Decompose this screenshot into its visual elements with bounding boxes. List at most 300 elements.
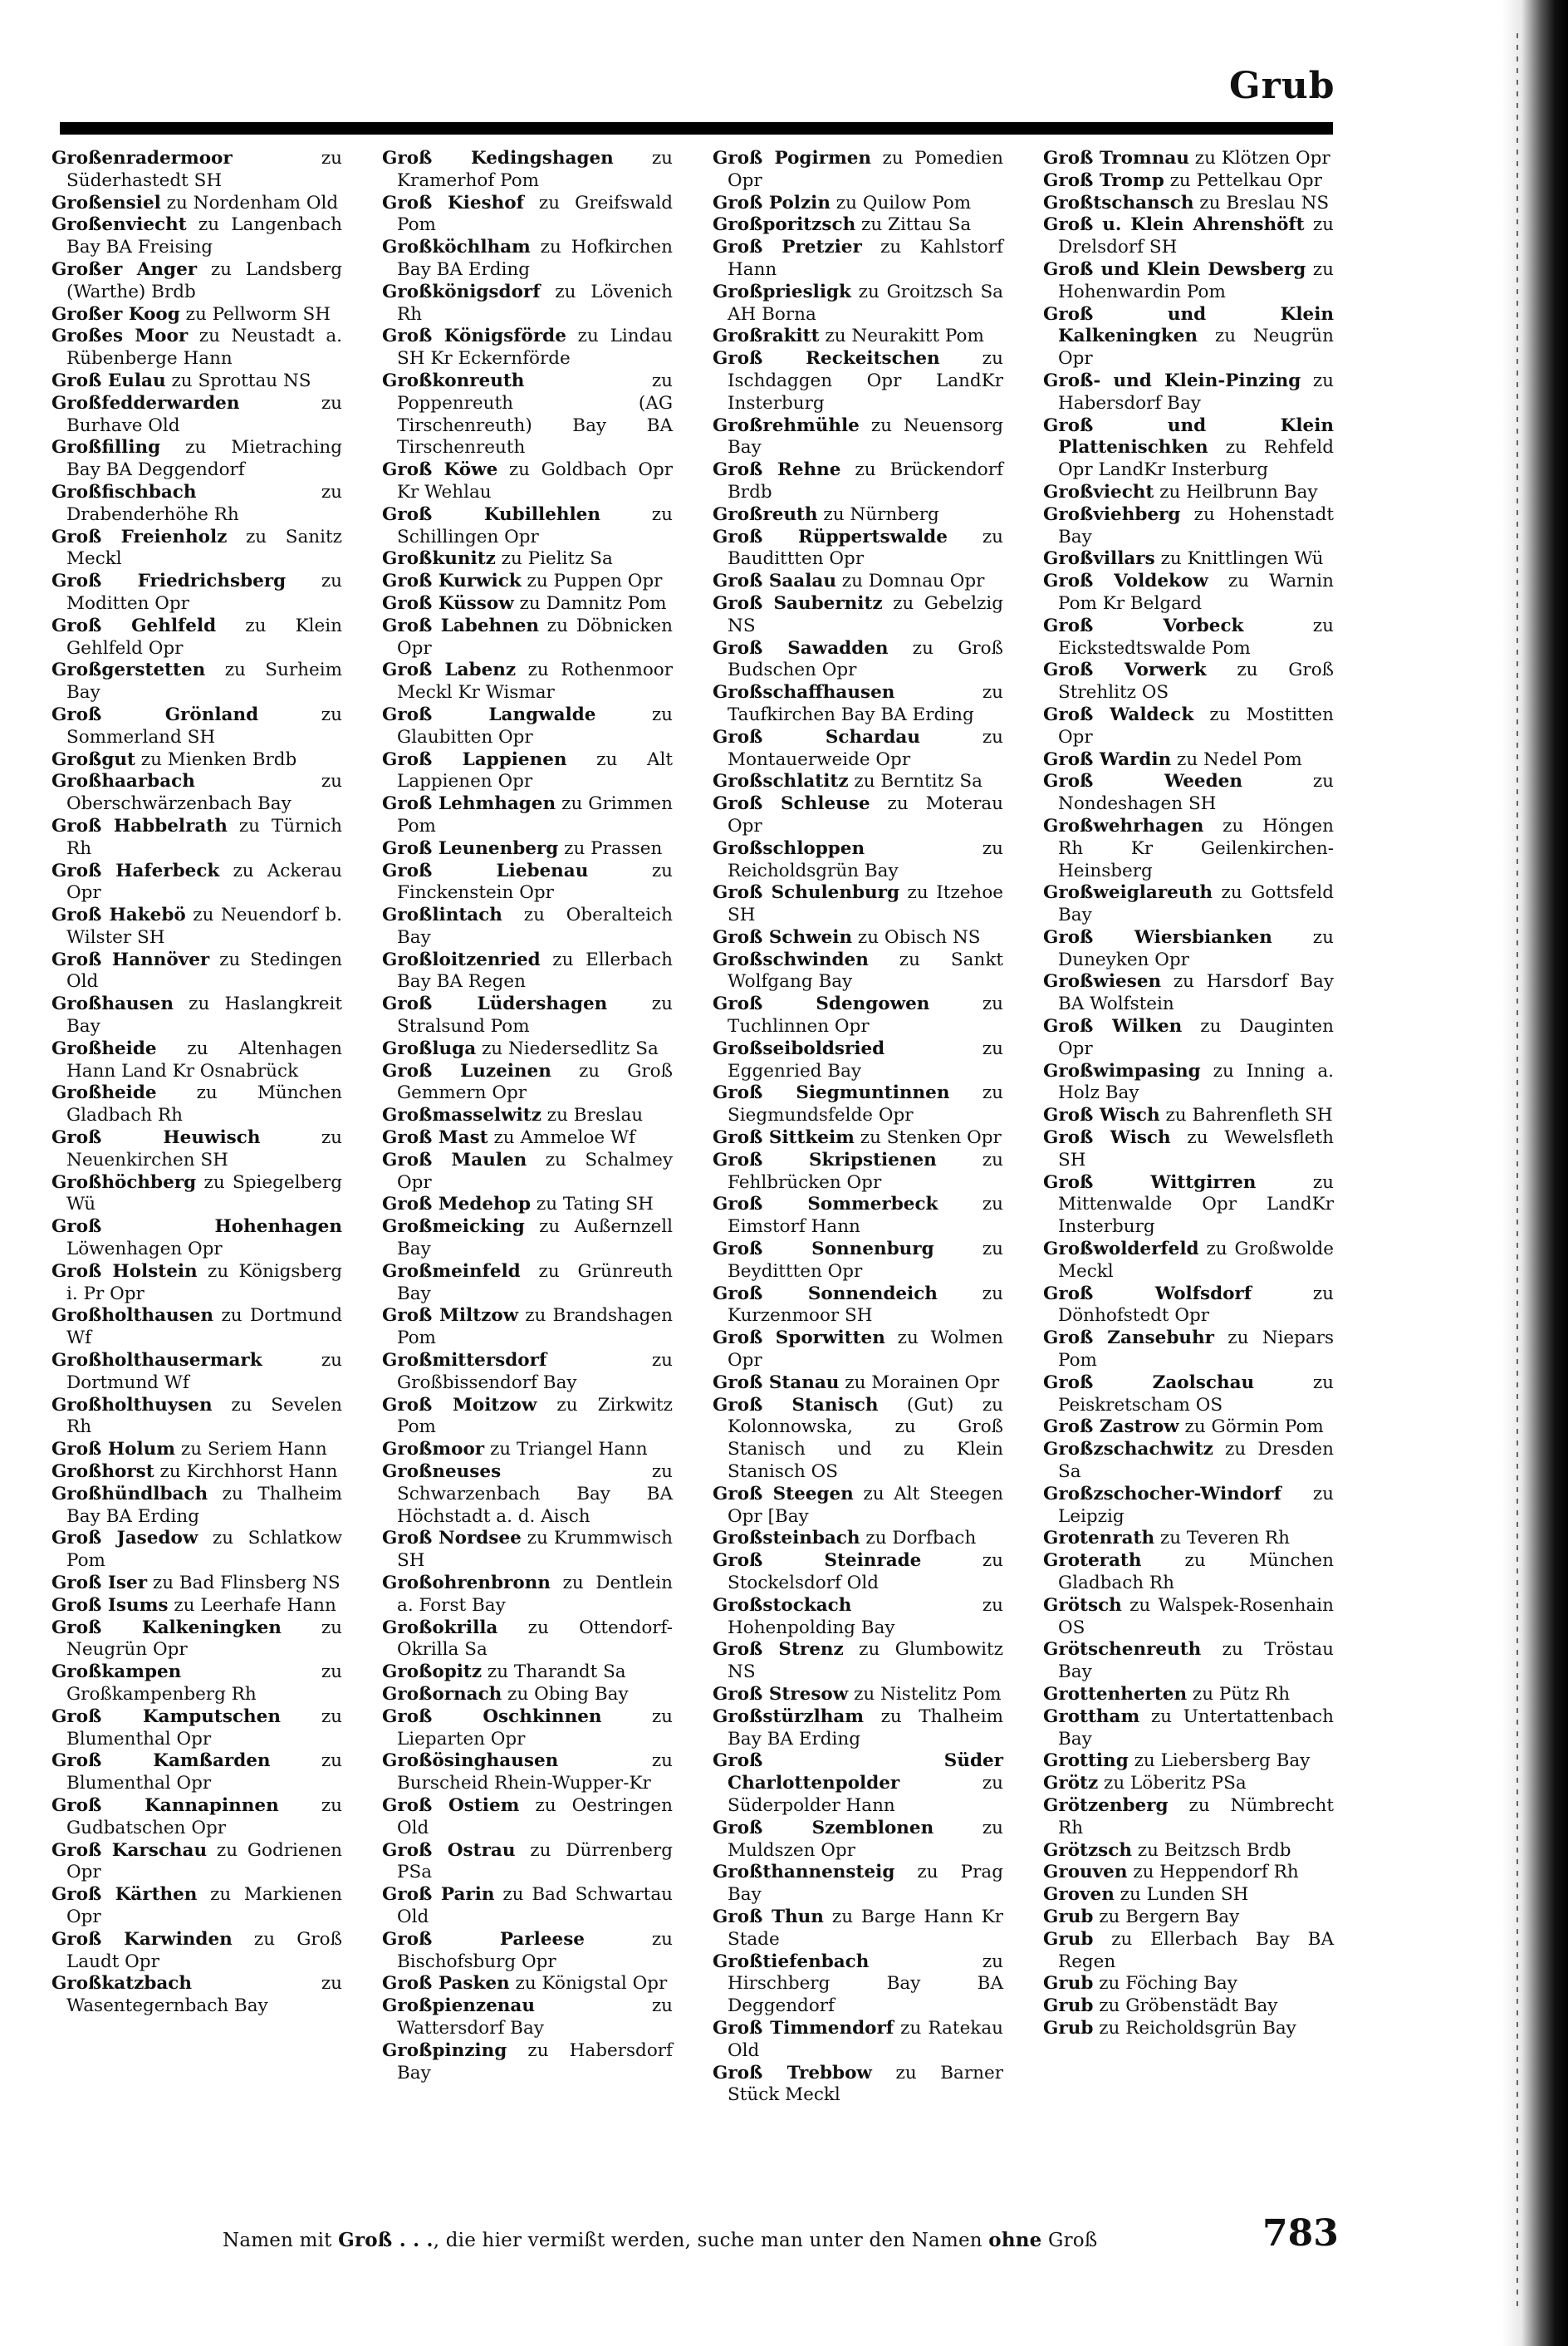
- gazetteer-entry: [51, 704, 342, 749]
- gazetteer-entry: [713, 571, 1003, 593]
- entry-place-name: Großthannensteig: [713, 1862, 895, 1883]
- entry-reference: zu Mietraching Bay BA Deggendorf: [66, 437, 342, 481]
- entry-reference: zu Mittenwalde Opr LandKr Insterburg: [1058, 1171, 1335, 1238]
- gazetteer-entry: [382, 193, 673, 238]
- entry-reference: zu Thalheim Bay BA Erding: [66, 1483, 342, 1527]
- entry-place-name: Großmoor: [382, 1439, 485, 1460]
- column-2: [382, 148, 673, 2183]
- entry-reference: zu Morainen Opr: [839, 1372, 1000, 1393]
- entry-place-name: Groß Pretzier: [713, 237, 862, 258]
- entry-reference: zu Wolmen Opr: [728, 1328, 1003, 1372]
- entry-reference: zu Schlatkow Pom: [66, 1528, 342, 1572]
- gazetteer-entry: [713, 1239, 1003, 1283]
- entry-place-name: Groß Medehop: [382, 1194, 532, 1215]
- gazetteer-entry: [713, 1395, 1003, 1484]
- entry-place-name: Großhorst: [51, 1461, 154, 1483]
- entry-reference: zu Groitzsch Sa AH Borna: [728, 281, 1003, 325]
- entry-reference: zu Gottsfeld Bay: [1058, 882, 1334, 926]
- entry-reference: zu Burhave Old: [66, 392, 342, 436]
- gazetteer-entry: [1043, 1795, 1334, 1840]
- gazetteer-entry: [713, 1038, 1003, 1083]
- gazetteer-entry: [382, 1395, 673, 1440]
- entry-reference: zu Oestringen Old: [397, 1794, 673, 1838]
- entry-reference: zu Surheim Bay: [66, 660, 342, 704]
- entry-place-name: Groß Kärthen: [51, 1884, 198, 1906]
- gazetteer-entry: [713, 1283, 1003, 1328]
- gazetteer-entry: [1043, 1684, 1334, 1706]
- entry-reference: zu Ellerbach Bay BA Regen: [397, 949, 673, 993]
- entry-place-name: Groß Hakebö: [51, 905, 186, 926]
- entry-place-name: Grub: [1043, 2017, 1094, 2039]
- gazetteer-entry: [51, 193, 342, 215]
- entry-place-name: Großkonreuth: [382, 370, 525, 391]
- entry-place-name: Großneuses: [382, 1461, 502, 1483]
- entry-reference: zu Ammeloe Wf: [488, 1127, 635, 1149]
- entry-reference: zu Nümbrecht Rh: [1058, 1794, 1334, 1838]
- entry-place-name: Großösinghausen: [382, 1750, 559, 1772]
- entry-place-name: Grötsch: [1043, 1594, 1122, 1616]
- entry-place-name: Grotenrath: [1043, 1528, 1155, 1549]
- gazetteer-entry: [713, 882, 1003, 927]
- gazetteer-entry: [51, 1082, 342, 1127]
- gazetteer-entry: [382, 950, 673, 994]
- entry-reference: zu Obisch NS: [852, 926, 981, 948]
- gazetteer-entry: [382, 704, 673, 749]
- entry-place-name: Groß Vorbeck: [1043, 615, 1244, 636]
- entry-reference: zu Mienken Brdb: [135, 748, 297, 770]
- gazetteer-entry: [51, 950, 342, 994]
- page-binding-edge: [1502, 0, 1568, 2346]
- gazetteer-entry: [1043, 504, 1334, 549]
- entry-place-name: Großstürzlham: [713, 1706, 865, 1727]
- gazetteer-entry: [382, 1929, 673, 1974]
- entry-reference: zu Neugrün Opr: [1058, 326, 1334, 370]
- entry-place-name: Großohrenbronn: [382, 1573, 551, 1593]
- gazetteer-entry: [382, 282, 673, 326]
- entry-reference: zu Pütz Rh: [1187, 1683, 1291, 1705]
- entry-place-name: Großwolderfeld: [1043, 1239, 1199, 1260]
- entry-reference: zu Reicholdsgrün Bay: [1093, 2017, 1296, 2039]
- entry-place-name: Großenradermoor: [51, 148, 233, 169]
- entry-reference: zu Moterau Opr: [728, 793, 1004, 837]
- gazetteer-entry: [713, 950, 1003, 994]
- entry-place-name: Grottham: [1043, 1706, 1140, 1727]
- entry-place-name: Groß Kamputschen: [51, 1706, 281, 1727]
- gazetteer-entry: [382, 1617, 673, 1662]
- entry-place-name: Großer Koog: [51, 303, 180, 325]
- entry-reference: zu Breslau: [541, 1105, 644, 1126]
- entry-place-name: Groß Maulen: [382, 1149, 527, 1171]
- entry-place-name: Groß Schardau: [713, 726, 920, 748]
- entry-place-name: Groß Siegmuntinnen: [713, 1082, 950, 1104]
- entry-place-name: Groß Haferbeck: [51, 860, 220, 881]
- gazetteer-entry: [51, 616, 342, 660]
- entry-reference: zu Niepars Pom: [1058, 1328, 1335, 1372]
- entry-place-name: Groß Kamßarden: [51, 1750, 271, 1772]
- gazetteer-entry: [51, 1461, 342, 1484]
- entry-reference: zu Mostitten Opr: [1058, 704, 1334, 748]
- footer-bold-1: Groß . . .: [338, 2229, 434, 2251]
- entry-reference: zu Kurzenmoor SH: [728, 1283, 1003, 1327]
- entry-place-name: Groß Jasedow: [51, 1528, 198, 1549]
- entry-place-name: Großfischbach: [51, 481, 197, 503]
- entry-reference: zu Wewelsfleth SH: [1058, 1127, 1334, 1171]
- gazetteer-entry: [51, 1661, 342, 1706]
- entry-reference: zu Alt Lappienen Opr: [397, 748, 673, 793]
- entry-reference: zu Beydittten Opr: [728, 1239, 1003, 1282]
- gazetteer-entry: [382, 1884, 673, 1929]
- gazetteer-entry: [51, 1038, 342, 1083]
- gazetteer-entry: [1043, 749, 1334, 772]
- entry-reference: zu Königstal Opr: [509, 1973, 668, 1995]
- entry-reference: zu Kramerhof Pom: [397, 148, 674, 191]
- entry-reference: zu Baudittten Opr: [728, 526, 1004, 570]
- entry-place-name: Großenviecht: [51, 214, 187, 236]
- entry-reference: zu Neustadt a. Rübenberge Hann: [66, 326, 342, 370]
- entry-place-name: Groß Isums: [51, 1594, 169, 1616]
- gazetteer-entry: [713, 348, 1003, 415]
- entry-place-name: Großheide: [51, 1038, 157, 1059]
- gazetteer-entry: [1043, 816, 1334, 882]
- entry-place-name: Großopitz: [382, 1661, 483, 1683]
- entry-reference: zu Reicholdsgrün Bay: [728, 837, 1003, 881]
- entry-reference: zu Pomedien Opr: [728, 148, 1003, 191]
- gazetteer-entry: [713, 1862, 1003, 1907]
- entry-reference: zu Markienen Opr: [66, 1884, 343, 1927]
- gazetteer-entry: [51, 1573, 342, 1595]
- gazetteer-entry: [713, 504, 1003, 527]
- gazetteer-entry: [51, 1706, 342, 1751]
- gazetteer-entry: [1043, 1995, 1334, 2018]
- entry-place-name: Großholthuysen: [51, 1394, 213, 1416]
- entry-place-name: Großpriesligk: [713, 281, 851, 302]
- entry-reference: zu Groß Gemmern Opr: [397, 1060, 673, 1104]
- gazetteer-entry: [713, 193, 1003, 215]
- entry-reference: zu Nedel Pom: [1171, 748, 1302, 770]
- entry-place-name: Groß Zaolschau: [1043, 1372, 1255, 1393]
- entry-reference: zu Barge Hann Kr Stade: [728, 1906, 1004, 1950]
- gazetteer-entry: [1043, 571, 1334, 616]
- gazetteer-entry: [713, 237, 1003, 282]
- entry-reference: zu Nistelitz Pom: [848, 1683, 1002, 1705]
- gazetteer-entry: [51, 1216, 342, 1261]
- entry-place-name: Großmeicking: [382, 1216, 525, 1238]
- entry-reference: zu Tröstau Bay: [1058, 1639, 1334, 1683]
- entry-reference: zu Teveren Rh: [1154, 1528, 1290, 1549]
- entry-reference: zu Habersdorf Bay: [397, 2039, 673, 2083]
- entry-reference: zu Lövenich Rh: [397, 281, 673, 325]
- entry-place-name: Großkönigsdorf: [382, 281, 541, 302]
- gazetteer-entry: [1043, 1595, 1334, 1640]
- entry-place-name: Groß Karwinden: [51, 1928, 233, 1950]
- gazetteer-entry: [1043, 259, 1334, 304]
- gazetteer-entry: [382, 1150, 673, 1195]
- entry-place-name: Großmittersdorf: [382, 1350, 547, 1372]
- entry-reference: zu Alt Steegen Opr [Bay: [728, 1483, 1003, 1527]
- entry-reference: zu Lindau SH Kr Eckernförde: [397, 326, 673, 370]
- entry-place-name: Großfedderwarden: [51, 392, 240, 414]
- gazetteer-entry: [1043, 193, 1334, 215]
- entry-reference: zu Ellerbach Bay BA Regen: [1058, 1928, 1334, 1972]
- entry-reference: zu Leipzig: [1058, 1483, 1334, 1527]
- entry-reference: zu Sommerland SH: [66, 704, 342, 748]
- entry-reference: zu Dönhofstedt Opr: [1058, 1283, 1334, 1327]
- entry-reference: zu Görmin Pom: [1178, 1416, 1324, 1438]
- entry-reference: zu Drabenderhöhe Rh: [66, 481, 342, 525]
- entry-place-name: Groß Labenz: [382, 660, 517, 681]
- gazetteer-entry: [713, 793, 1003, 838]
- entry-reference: zu Süderpolder Hann: [728, 1773, 1003, 1816]
- entry-place-name: Großköchlham: [382, 237, 531, 258]
- entry-place-name: Großzschocher-Windorf: [1043, 1483, 1281, 1504]
- entry-place-name: Großer Anger: [51, 258, 198, 280]
- gazetteer-entry: [382, 1105, 673, 1127]
- entry-place-name: Groß Friedrichsberg: [51, 571, 287, 592]
- footer-text-3: Groß: [1041, 2230, 1098, 2251]
- entry-place-name: Groß Polzin: [713, 192, 831, 213]
- gazetteer-entry: [51, 1528, 342, 1573]
- gazetteer-entry: [382, 459, 673, 504]
- gazetteer-entry: [382, 1706, 673, 1751]
- entry-reference: zu Inning a. Holz Bay: [1058, 1060, 1334, 1104]
- entry-place-name: Groß Ostiem: [382, 1794, 520, 1816]
- entry-reference: zu Zittau Sa: [855, 214, 972, 236]
- entry-reference: zu Klötzen Opr: [1188, 148, 1330, 169]
- gazetteer-entry: [51, 148, 342, 193]
- entry-place-name: Großhausen: [51, 994, 174, 1015]
- entry-place-name: Groß Wilken: [1043, 1016, 1183, 1038]
- entry-place-name: Groß Langwalde: [382, 704, 596, 725]
- gazetteer-entry: [382, 371, 673, 459]
- entry-reference: zu Pellworm SH: [179, 303, 331, 325]
- gazetteer-entry: [1043, 1439, 1334, 1484]
- entry-place-name: Groß Szemblonen: [713, 1817, 934, 1838]
- gazetteer-entry: [1043, 1127, 1334, 1172]
- gazetteer-entry: [51, 482, 342, 527]
- gazetteer-entry: [713, 1194, 1003, 1239]
- entry-reference: zu Schalmey Opr: [397, 1149, 673, 1193]
- entry-place-name: Großtiefenbach: [713, 1951, 870, 1972]
- gazetteer-entry: [51, 771, 342, 816]
- gazetteer-entry: [382, 148, 673, 193]
- entry-place-name: Groven: [1043, 1884, 1115, 1906]
- gazetteer-entry: [51, 816, 342, 861]
- entry-reference: zu Türnich Rh: [66, 815, 343, 859]
- entry-reference: zu Schillingen Opr: [397, 503, 673, 547]
- entry-reference: zu Wattersdorf Bay: [397, 1995, 673, 2039]
- gazetteer-entry: [1043, 1639, 1334, 1684]
- entry-reference: zu Leerhafe Hann: [168, 1594, 336, 1616]
- gazetteer-entry: [51, 1305, 342, 1350]
- entry-reference: zu München Gladbach Rh: [66, 1082, 342, 1126]
- entry-place-name: Groß Habbelrath: [51, 815, 228, 837]
- entry-place-name: Großpinzing: [382, 2039, 507, 2061]
- entry-reference: zu Außernzell Bay: [397, 1216, 673, 1260]
- gazetteer-entry: [51, 259, 342, 304]
- column-3: [713, 148, 1003, 2183]
- entry-reference: zu Siegmundsfelde Opr: [728, 1082, 1003, 1126]
- gazetteer-entry: [713, 1528, 1003, 1550]
- gazetteer-entry: [382, 1216, 673, 1261]
- gazetteer-entry: [713, 1484, 1003, 1529]
- entry-reference: zu Klein Gehlfeld Opr: [66, 615, 342, 659]
- entry-reference: zu Hohenpolding Bay: [728, 1594, 1003, 1638]
- entry-place-name: Großzschachwitz: [1043, 1439, 1213, 1460]
- entry-place-name: Großluga: [382, 1038, 477, 1059]
- entry-reference: zu Gudbatschen Opr: [66, 1794, 343, 1838]
- entry-place-name: Großschaffhausen: [713, 682, 895, 704]
- entry-reference: zu Döbnicken Opr: [397, 615, 673, 659]
- gazetteer-entry: [1043, 771, 1334, 816]
- entry-place-name: Groß Parleese: [382, 1928, 585, 1950]
- entry-reference: zu Moditten Opr: [66, 571, 343, 614]
- gazetteer-entry: [1043, 616, 1334, 660]
- gazetteer-entry: [1043, 660, 1334, 704]
- gazetteer-entry: [713, 994, 1003, 1038]
- entry-place-name: Groß Zansebuhr: [1043, 1328, 1214, 1349]
- entry-reference: zu Höngen Rh Kr Geilenkirchen-Heinsberg: [1058, 815, 1334, 881]
- entry-reference: zu Grimmen Pom: [397, 793, 673, 837]
- entry-place-name: Groß Schleuse: [713, 793, 870, 815]
- entry-place-name: Grouven: [1043, 1862, 1128, 1883]
- entry-reference: zu München Gladbach Rh: [1058, 1550, 1334, 1593]
- entry-place-name: Groß Sittkeim: [713, 1127, 855, 1149]
- gazetteer-entry: [713, 593, 1003, 638]
- gazetteer-entry: [1043, 482, 1334, 504]
- entry-place-name: Großkampen: [51, 1661, 182, 1683]
- entry-place-name: Groß Parin: [382, 1884, 495, 1906]
- entry-place-name: Großpienzenau: [382, 1995, 535, 2017]
- gazetteer-entry: [1043, 371, 1334, 415]
- gazetteer-entry: [1043, 1016, 1334, 1061]
- entry-reference: zu Prassen: [558, 837, 663, 859]
- entry-place-name: Groß Lehmhagen: [382, 793, 556, 815]
- gazetteer-entry: [51, 393, 342, 438]
- entry-place-name: Groß Pogirmen: [713, 148, 872, 169]
- entry-reference: zu Hirschberg Bay BA Deggendorf: [728, 1951, 1003, 2017]
- entry-place-name: Grötschenreuth: [1043, 1639, 1202, 1661]
- gazetteer-entry: [713, 771, 1003, 793]
- gazetteer-entry: [382, 1439, 673, 1461]
- gazetteer-entry: [1043, 1239, 1334, 1283]
- entry-reference: zu Föching Bay: [1093, 1973, 1237, 1995]
- entry-place-name: Großheide: [51, 1082, 157, 1104]
- entry-place-name: Grub: [1043, 1906, 1094, 1927]
- entry-reference: zu Pielitz Sa: [495, 548, 613, 570]
- gazetteer-entry: [382, 1573, 673, 1617]
- entry-place-name: Groterath: [1043, 1550, 1142, 1572]
- gazetteer-entry: [51, 527, 342, 572]
- entry-reference: zu Eggenried Bay: [728, 1038, 1003, 1082]
- entry-place-name: Großlintach: [382, 905, 502, 926]
- gazetteer-entry: [51, 304, 342, 326]
- entry-place-name: Großholthausen: [51, 1305, 214, 1327]
- entry-reference: zu Blumenthal Opr: [66, 1706, 342, 1750]
- gazetteer-entry: [382, 861, 673, 906]
- gazetteer-entry: [713, 682, 1003, 727]
- gazetteer-entry: [713, 1750, 1003, 1817]
- entry-reference: zu Tharandt Sa: [482, 1661, 626, 1683]
- entry-reference: zu Löberitz PSa: [1098, 1773, 1247, 1794]
- entry-reference: zu Sanitz Meckl: [66, 526, 342, 570]
- entry-place-name: Großokrilla: [382, 1617, 498, 1638]
- entry-place-name: Groß Oschkinnen: [382, 1706, 602, 1727]
- entry-place-name: Groß Kalkeningken: [51, 1617, 282, 1638]
- entry-reference: zu Dortmund Wf: [66, 1305, 342, 1349]
- entry-reference: zu Seriem Hann: [175, 1439, 327, 1460]
- entry-place-name: Groß Rüppertswalde: [713, 526, 948, 547]
- entry-place-name: Groß Schulenburg: [713, 882, 899, 904]
- entry-place-name: Groß Holstein: [51, 1260, 198, 1282]
- gazetteer-entry: [382, 1684, 673, 1706]
- gazetteer-entry: [51, 1350, 342, 1395]
- gazetteer-entry: [1043, 1061, 1334, 1106]
- entry-place-name: Großloitzenried: [382, 949, 541, 970]
- entry-reference: zu Walspek-Rosenhain OS: [1058, 1594, 1334, 1638]
- entry-reference: zu Sevelen Rh: [66, 1394, 342, 1438]
- entry-place-name: Groß Luzeinen: [382, 1060, 551, 1082]
- entry-place-name: Groß Rehne: [713, 459, 841, 481]
- entry-reference: zu Dorfbach: [860, 1528, 977, 1549]
- gazetteer-entry: [51, 994, 342, 1038]
- entry-reference: zu Taufkirchen Bay BA Erding: [728, 682, 1003, 725]
- entry-place-name: Großkunitz: [382, 548, 496, 570]
- entry-place-name: Grötz: [1043, 1773, 1099, 1794]
- gazetteer-entry: [713, 527, 1003, 572]
- gazetteer-entry: [1043, 1372, 1334, 1417]
- gazetteer-entry: [382, 2040, 673, 2085]
- gazetteer-entry: [51, 1750, 342, 1795]
- gazetteer-entry: [51, 1595, 342, 1617]
- gazetteer-entry: [713, 1951, 1003, 2018]
- gazetteer-entry: [51, 214, 342, 259]
- gazetteer-entry: [713, 148, 1003, 193]
- entry-reference: zu Pettelkau Opr: [1164, 169, 1322, 191]
- entry-place-name: Groß Saubernitz: [713, 592, 883, 614]
- entry-place-name: Groß Sdengowen: [713, 994, 930, 1015]
- gazetteer-entry: [713, 838, 1003, 883]
- gazetteer-entry: [51, 437, 342, 482]
- entry-place-name: Groß Weeden: [1043, 771, 1242, 793]
- entry-reference: zu Stedingen Old: [66, 949, 342, 993]
- gazetteer-entry: [382, 1973, 673, 1995]
- gazetteer-entry: [713, 1595, 1003, 1640]
- column-4: [1043, 148, 1334, 2183]
- gazetteer-entry: [1043, 1283, 1334, 1328]
- entry-place-name: Groß Schwein: [713, 926, 853, 948]
- entry-reference: zu Ottendorf-Okrilla Sa: [397, 1617, 673, 1661]
- gazetteer-entry: [382, 548, 673, 571]
- entry-place-name: Groß Hannöver: [51, 949, 210, 970]
- entry-reference: zu Zirkwitz Pom: [397, 1394, 673, 1438]
- entry-place-name: Groß Ostrau: [382, 1839, 516, 1861]
- entry-reference: zu Kirchhorst Hann: [154, 1461, 338, 1483]
- gazetteer-entry: [382, 504, 673, 549]
- gazetteer-entry: [1043, 214, 1334, 259]
- entry-reference: zu Obing Bay: [502, 1683, 629, 1705]
- entry-reference: zu Heppendorf Rh: [1127, 1862, 1299, 1883]
- entry-reference: zu Bischofsburg Opr: [397, 1928, 673, 1972]
- running-head: Grub: [1229, 65, 1335, 107]
- entry-place-name: Groß und Klein Kalkeningken: [1043, 303, 1334, 347]
- gazetteer-entry: [51, 905, 342, 950]
- entry-place-name: Großstockach: [713, 1594, 852, 1616]
- entry-reference: zu Beitzsch Brdb: [1132, 1839, 1291, 1861]
- gazetteer-entry: [1043, 971, 1334, 1016]
- gazetteer-entry: [382, 1350, 673, 1395]
- entry-place-name: Groß Süder Charlottenpolder: [713, 1750, 1003, 1794]
- entry-place-name: Großweiglareuth: [1043, 882, 1213, 904]
